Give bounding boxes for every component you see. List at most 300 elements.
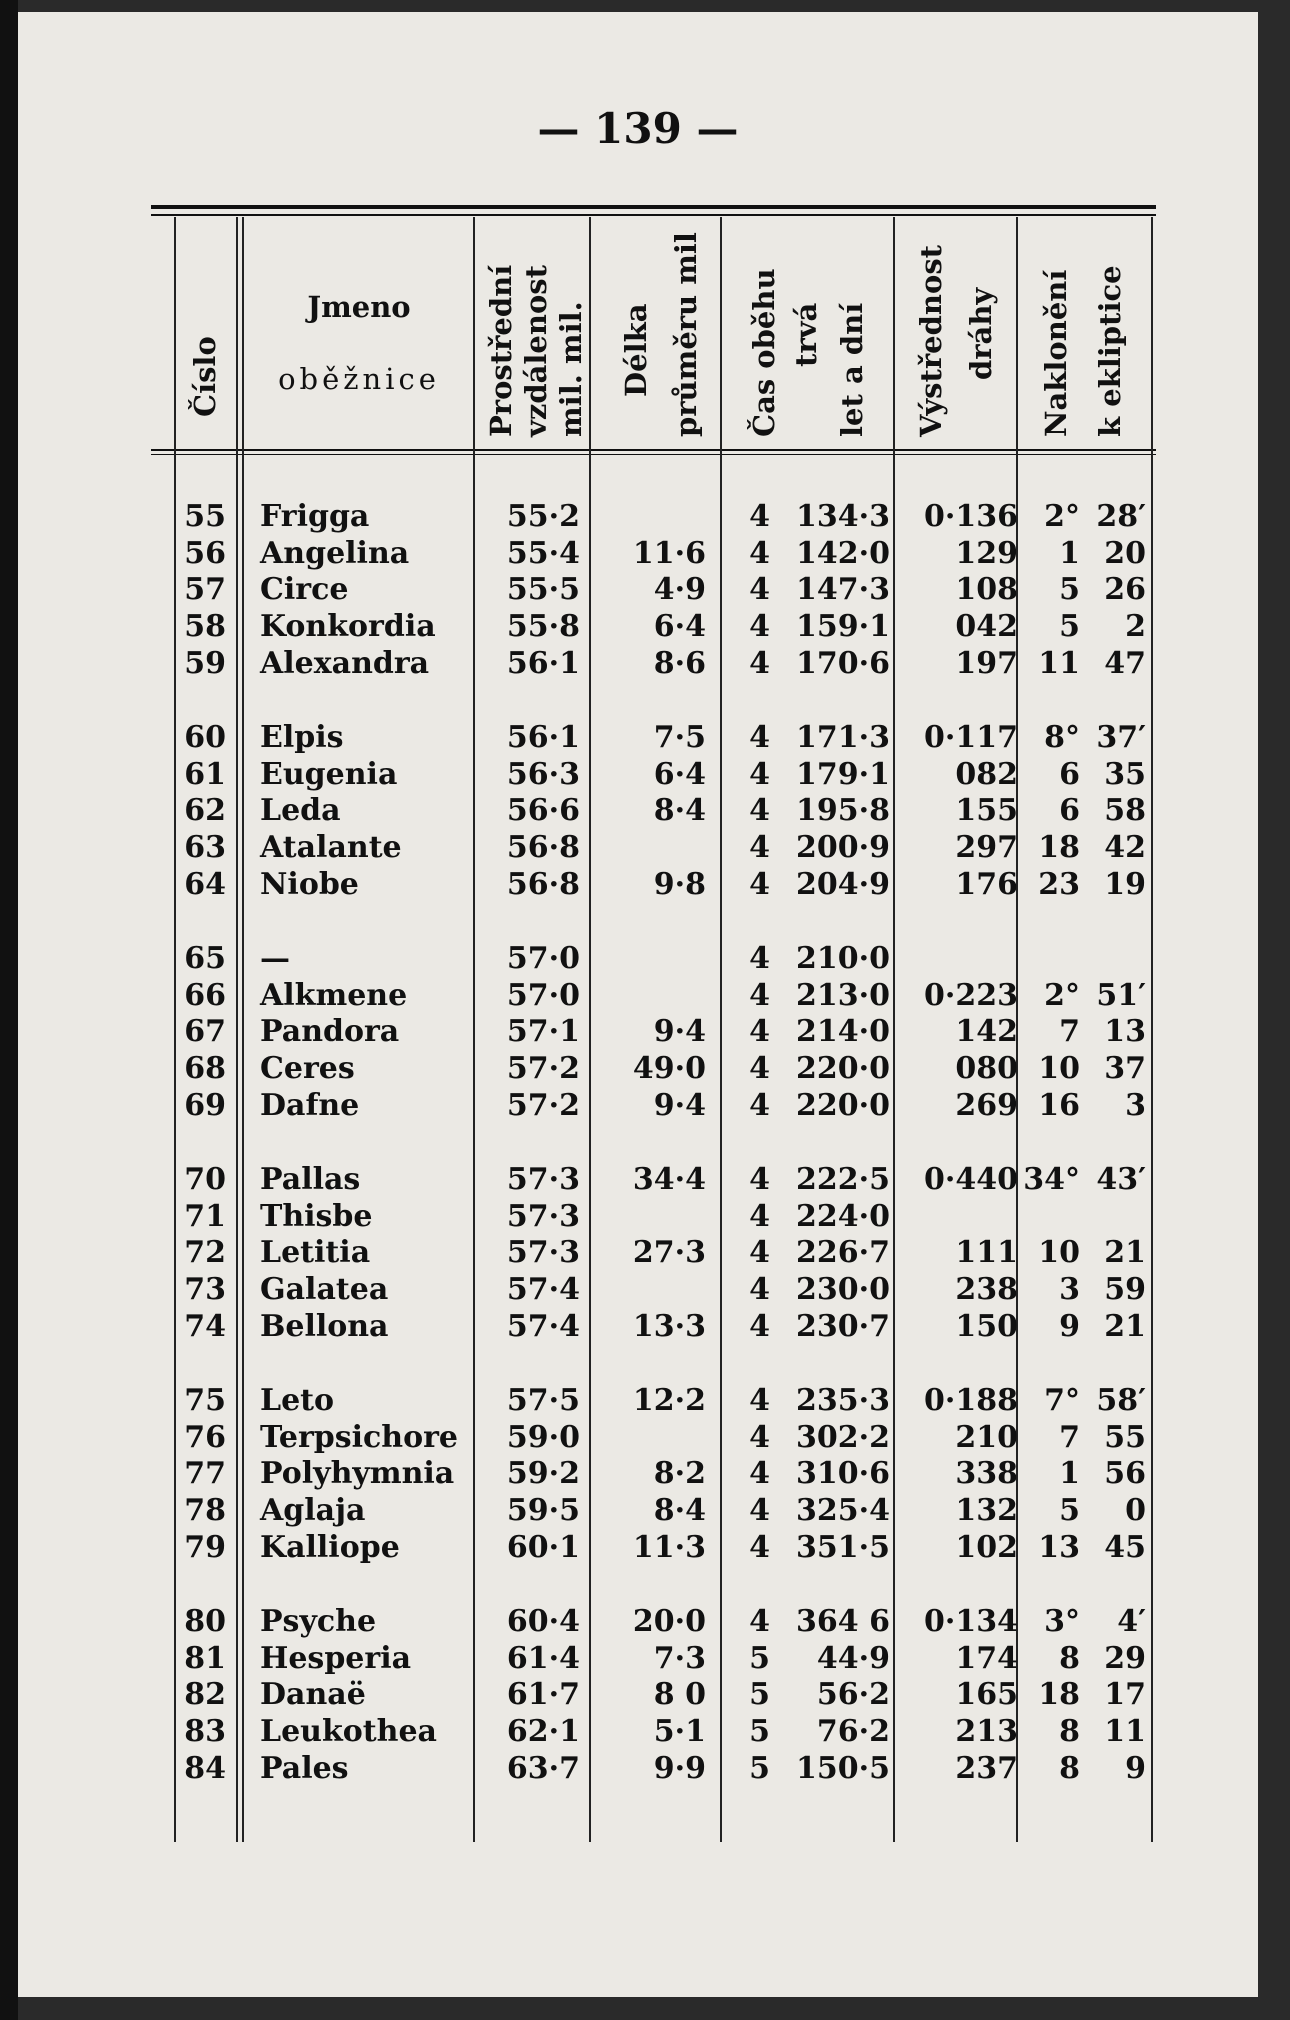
eccentricity: 176 bbox=[955, 866, 1018, 902]
diameter: 9·4 bbox=[653, 1014, 706, 1050]
mean-distance: 61·4 bbox=[506, 1640, 580, 1676]
eccentricity: 210 bbox=[955, 1419, 1018, 1455]
period-days: 142·0 bbox=[796, 535, 890, 571]
period-years: 4 bbox=[749, 609, 770, 645]
period-years: 5 bbox=[749, 1640, 770, 1676]
period-years: 4 bbox=[749, 941, 770, 976]
header-eccentricity-line1: Výstřednost bbox=[914, 244, 948, 437]
planet-name: Pallas bbox=[260, 1162, 361, 1197]
table-row bbox=[18, 1308, 1258, 1345]
mean-distance: 56·1 bbox=[506, 720, 580, 755]
mean-distance: 60·4 bbox=[506, 1604, 580, 1639]
row-number: 80 bbox=[184, 1604, 226, 1639]
mean-distance: 59·2 bbox=[506, 1456, 580, 1492]
period-days: 235·3 bbox=[796, 1383, 890, 1418]
inclination-degrees: 10 bbox=[1038, 1051, 1080, 1087]
inclination-degrees: 8 bbox=[1059, 1640, 1080, 1676]
diameter: 8·2 bbox=[653, 1456, 706, 1492]
planet-name: Atalante bbox=[260, 830, 402, 866]
eccentricity: 165 bbox=[955, 1677, 1018, 1713]
diameter: 8·4 bbox=[653, 793, 706, 829]
period-years: 4 bbox=[749, 1198, 770, 1234]
eccentricity: 0·223 bbox=[924, 977, 1018, 1013]
period-days: 224·0 bbox=[796, 1198, 890, 1234]
diameter: 20·0 bbox=[632, 1604, 706, 1639]
table-row bbox=[18, 1161, 1258, 1198]
planet-name: Eugenia bbox=[260, 756, 398, 792]
inclination-degrees: 3° bbox=[1044, 1604, 1080, 1639]
table-row bbox=[18, 940, 1258, 977]
diameter: 4·9 bbox=[653, 572, 706, 608]
inclination-degrees: 7 bbox=[1059, 1419, 1080, 1455]
diameter: 9·8 bbox=[653, 866, 706, 902]
planet-name: Pales bbox=[260, 1750, 349, 1786]
top-rule-thin bbox=[151, 214, 1156, 216]
period-years: 4 bbox=[749, 1604, 770, 1639]
header-rule bbox=[151, 449, 1156, 451]
inclination-degrees: 10 bbox=[1038, 1235, 1080, 1271]
mean-distance: 55·2 bbox=[506, 499, 580, 534]
row-number: 60 bbox=[184, 720, 226, 755]
inclination-minutes: 0 bbox=[1125, 1493, 1146, 1529]
period-days: 195·8 bbox=[796, 793, 890, 829]
period-days: 213·0 bbox=[796, 977, 890, 1013]
period-years: 4 bbox=[749, 1272, 770, 1308]
planet-name: Niobe bbox=[260, 866, 359, 902]
header-period-line2: trvá bbox=[789, 302, 823, 367]
inclination-minutes: 28′ bbox=[1096, 499, 1146, 534]
inclination-minutes: 45 bbox=[1104, 1529, 1146, 1565]
period-years: 4 bbox=[749, 1419, 770, 1455]
diameter: 8·4 bbox=[653, 1493, 706, 1529]
inclination-minutes: 21 bbox=[1104, 1235, 1146, 1271]
inclination-degrees: 6 bbox=[1059, 756, 1080, 792]
mean-distance: 55·5 bbox=[506, 572, 580, 608]
header-rule-thin bbox=[151, 454, 1156, 455]
header-name-line1: Jmeno bbox=[307, 290, 411, 324]
header-distance-line1: Prostřední bbox=[484, 264, 518, 437]
diameter: 6·4 bbox=[653, 756, 706, 792]
table-row bbox=[18, 792, 1258, 829]
eccentricity: 338 bbox=[955, 1456, 1018, 1492]
period-years: 4 bbox=[749, 535, 770, 571]
period-days: 150·5 bbox=[796, 1750, 890, 1786]
eccentricity: 150 bbox=[955, 1308, 1018, 1344]
period-years: 5 bbox=[749, 1714, 770, 1750]
inclination-degrees: 5 bbox=[1059, 609, 1080, 645]
inclination-degrees: 1 bbox=[1059, 1456, 1080, 1492]
inclination-minutes: 42 bbox=[1104, 830, 1146, 866]
table-row bbox=[18, 1455, 1258, 1492]
planet-name: Leto bbox=[260, 1383, 335, 1418]
row-number: 59 bbox=[184, 645, 226, 681]
planet-name: Leda bbox=[260, 793, 341, 829]
diameter: 49·0 bbox=[632, 1051, 706, 1087]
mean-distance: 55·8 bbox=[506, 609, 580, 645]
mean-distance: 57·4 bbox=[506, 1308, 580, 1344]
mean-distance: 57·4 bbox=[506, 1272, 580, 1308]
mean-distance: 57·1 bbox=[506, 1014, 580, 1050]
diameter: 27·3 bbox=[632, 1235, 706, 1271]
eccentricity: 108 bbox=[955, 572, 1018, 608]
period-years: 4 bbox=[749, 645, 770, 681]
period-years: 4 bbox=[749, 1529, 770, 1565]
period-years: 4 bbox=[749, 1308, 770, 1344]
period-years: 4 bbox=[749, 720, 770, 755]
planet-name: Dafne bbox=[260, 1087, 360, 1123]
eccentricity: 0·134 bbox=[924, 1604, 1018, 1639]
header-distance-line2: vzdálenost bbox=[519, 264, 553, 437]
table-row bbox=[18, 719, 1258, 756]
mean-distance: 57·3 bbox=[506, 1162, 580, 1197]
diameter: 12·2 bbox=[632, 1383, 706, 1418]
period-days: 220·0 bbox=[796, 1051, 890, 1087]
period-days: 44·9 bbox=[816, 1640, 890, 1676]
eccentricity: 102 bbox=[955, 1529, 1018, 1565]
diameter: 13·3 bbox=[632, 1308, 706, 1344]
period-years: 4 bbox=[749, 1087, 770, 1123]
eccentricity: 142 bbox=[955, 1014, 1018, 1050]
inclination-minutes: 19 bbox=[1104, 866, 1146, 902]
diameter: 8·6 bbox=[653, 645, 706, 681]
row-number: 81 bbox=[184, 1640, 226, 1676]
mean-distance: 57·3 bbox=[506, 1198, 580, 1234]
eccentricity: 0·440 bbox=[924, 1162, 1018, 1197]
inclination-degrees: 2° bbox=[1044, 499, 1080, 534]
table-row bbox=[18, 756, 1258, 793]
table-row bbox=[18, 498, 1258, 535]
inclination-degrees: 18 bbox=[1038, 830, 1080, 866]
header-name-line2: oběžnice bbox=[278, 362, 440, 396]
inclination-degrees: 34° bbox=[1023, 1162, 1080, 1197]
table-row bbox=[18, 1492, 1258, 1529]
period-days: 310·6 bbox=[796, 1456, 890, 1492]
period-years: 4 bbox=[749, 572, 770, 608]
table-row bbox=[18, 977, 1258, 1014]
mean-distance: 56·6 bbox=[506, 793, 580, 829]
period-years: 4 bbox=[749, 1162, 770, 1197]
inclination-minutes: 21 bbox=[1104, 1308, 1146, 1344]
mean-distance: 56·8 bbox=[506, 866, 580, 902]
mean-distance: 57·2 bbox=[506, 1087, 580, 1123]
period-days: 302·2 bbox=[796, 1419, 890, 1455]
inclination-minutes: 2 bbox=[1125, 609, 1146, 645]
inclination-minutes: 3 bbox=[1125, 1087, 1146, 1123]
inclination-minutes: 56 bbox=[1104, 1456, 1146, 1492]
eccentricity: 0·188 bbox=[924, 1383, 1018, 1418]
row-number: 70 bbox=[184, 1162, 226, 1197]
period-days: 76·2 bbox=[816, 1714, 890, 1750]
table-row bbox=[18, 1529, 1258, 1566]
eccentricity: 237 bbox=[955, 1750, 1018, 1786]
period-years: 4 bbox=[749, 977, 770, 1013]
row-number: 84 bbox=[184, 1750, 226, 1786]
period-days: 222·5 bbox=[796, 1162, 890, 1197]
planet-name: Angelina bbox=[260, 535, 410, 571]
period-days: 204·9 bbox=[796, 866, 890, 902]
planet-name: Letitia bbox=[260, 1235, 371, 1271]
inclination-minutes: 11 bbox=[1104, 1714, 1146, 1750]
mean-distance: 59·5 bbox=[506, 1493, 580, 1529]
table-row bbox=[18, 1382, 1258, 1419]
planet-name: Psyche bbox=[260, 1604, 377, 1639]
inclination-degrees: 5 bbox=[1059, 1493, 1080, 1529]
top-rule bbox=[151, 205, 1156, 209]
period-years: 4 bbox=[749, 756, 770, 792]
period-days: 364 6 bbox=[796, 1604, 890, 1639]
table-row bbox=[18, 645, 1258, 682]
mean-distance: 57·0 bbox=[506, 977, 580, 1013]
period-days: 210·0 bbox=[796, 941, 890, 976]
row-number: 82 bbox=[184, 1677, 226, 1713]
row-number: 73 bbox=[184, 1272, 226, 1308]
inclination-degrees: 8° bbox=[1044, 720, 1080, 755]
row-number: 68 bbox=[184, 1051, 226, 1087]
table-row bbox=[18, 1234, 1258, 1271]
planet-name: Polyhymnia bbox=[260, 1456, 455, 1492]
period-years: 4 bbox=[749, 793, 770, 829]
period-years: 4 bbox=[749, 1235, 770, 1271]
period-years: 5 bbox=[749, 1750, 770, 1786]
planet-name: Alexandra bbox=[260, 645, 430, 681]
period-days: 171·3 bbox=[796, 720, 890, 755]
eccentricity: 082 bbox=[955, 756, 1018, 792]
table-row bbox=[18, 1087, 1258, 1124]
row-number: 79 bbox=[184, 1529, 226, 1565]
inclination-minutes: 37′ bbox=[1096, 720, 1146, 755]
inclination-degrees: 18 bbox=[1038, 1677, 1080, 1713]
planet-name: Alkmene bbox=[260, 977, 408, 1013]
header-length-line2: průměru mil bbox=[669, 232, 703, 437]
inclination-degrees: 9 bbox=[1059, 1308, 1080, 1344]
mean-distance: 56·1 bbox=[506, 645, 580, 681]
planet-name: Konkordia bbox=[260, 609, 436, 645]
planet-name: Bellona bbox=[260, 1308, 389, 1344]
planet-name: Galatea bbox=[260, 1272, 389, 1308]
inclination-minutes: 59 bbox=[1104, 1272, 1146, 1308]
diameter: 9·9 bbox=[653, 1750, 706, 1786]
table-row bbox=[18, 1603, 1258, 1640]
table-row bbox=[18, 608, 1258, 645]
inclination-degrees: 5 bbox=[1059, 572, 1080, 608]
inclination-minutes: 29 bbox=[1104, 1640, 1146, 1676]
period-days: 226·7 bbox=[796, 1235, 890, 1271]
mean-distance: 57·3 bbox=[506, 1235, 580, 1271]
inclination-degrees: 8 bbox=[1059, 1750, 1080, 1786]
planet-name: Elpis bbox=[260, 720, 344, 755]
eccentricity: 111 bbox=[955, 1235, 1018, 1271]
eccentricity: 0·117 bbox=[924, 720, 1018, 755]
diameter: 34·4 bbox=[632, 1162, 706, 1197]
row-number: 58 bbox=[184, 609, 226, 645]
table-row bbox=[18, 1050, 1258, 1087]
mean-distance: 56·3 bbox=[506, 756, 580, 792]
inclination-minutes: 51′ bbox=[1096, 977, 1146, 1013]
row-number: 75 bbox=[184, 1383, 226, 1418]
period-years: 4 bbox=[749, 1493, 770, 1529]
inclination-degrees: 1 bbox=[1059, 535, 1080, 571]
mean-distance: 62·1 bbox=[506, 1714, 580, 1750]
table-row bbox=[18, 1419, 1258, 1456]
period-days: 220·0 bbox=[796, 1087, 890, 1123]
eccentricity: 132 bbox=[955, 1493, 1018, 1529]
planet-name: Frigga bbox=[260, 499, 370, 534]
row-number: 76 bbox=[184, 1419, 226, 1455]
inclination-minutes: 55 bbox=[1104, 1419, 1146, 1455]
eccentricity: 129 bbox=[955, 535, 1018, 571]
inclination-minutes: 26 bbox=[1104, 572, 1146, 608]
table-row bbox=[18, 1013, 1258, 1050]
inclination-minutes: 58′ bbox=[1096, 1383, 1146, 1418]
eccentricity: 080 bbox=[955, 1051, 1018, 1087]
inclination-degrees: 7° bbox=[1044, 1383, 1080, 1418]
row-number: 57 bbox=[184, 572, 226, 608]
inclination-degrees: 23 bbox=[1038, 866, 1080, 902]
header-period-line3: let a dní bbox=[835, 302, 869, 437]
planet-name: Ceres bbox=[260, 1051, 355, 1087]
planet-name: Kalliope bbox=[260, 1529, 400, 1565]
row-number: 56 bbox=[184, 535, 226, 571]
diameter: 11·3 bbox=[632, 1529, 706, 1565]
period-days: 147·3 bbox=[796, 572, 890, 608]
table-row bbox=[18, 1750, 1258, 1787]
mean-distance: 57·5 bbox=[506, 1383, 580, 1418]
inclination-degrees: 7 bbox=[1059, 1014, 1080, 1050]
row-number: 55 bbox=[184, 499, 226, 534]
header-number: Číslo bbox=[188, 336, 222, 417]
eccentricity: 213 bbox=[955, 1714, 1018, 1750]
table-row bbox=[18, 1640, 1258, 1677]
mean-distance: 63·7 bbox=[506, 1750, 580, 1786]
table-row bbox=[18, 535, 1258, 572]
header-inclination-line1: Naklonění bbox=[1039, 269, 1073, 437]
period-years: 4 bbox=[749, 499, 770, 534]
period-years: 4 bbox=[749, 830, 770, 866]
eccentricity: 297 bbox=[955, 830, 1018, 866]
diameter: 8 0 bbox=[653, 1677, 706, 1713]
inclination-minutes: 4′ bbox=[1117, 1604, 1146, 1639]
inclination-minutes: 37 bbox=[1104, 1051, 1146, 1087]
header-length-line1: Délka bbox=[619, 303, 653, 397]
period-days: 214·0 bbox=[796, 1014, 890, 1050]
row-number: 66 bbox=[184, 977, 226, 1013]
period-years: 4 bbox=[749, 1014, 770, 1050]
book-spine-edge bbox=[0, 0, 18, 2020]
eccentricity: 238 bbox=[955, 1272, 1018, 1308]
diameter: 5·1 bbox=[653, 1714, 706, 1750]
row-number: 61 bbox=[184, 756, 226, 792]
planet-name: Leukothea bbox=[260, 1714, 437, 1750]
period-years: 4 bbox=[749, 866, 770, 902]
row-number: 72 bbox=[184, 1235, 226, 1271]
diameter: 7·5 bbox=[653, 720, 706, 755]
period-years: 4 bbox=[749, 1051, 770, 1087]
period-days: 134·3 bbox=[796, 499, 890, 534]
mean-distance: 61·7 bbox=[506, 1677, 580, 1713]
period-days: 230·0 bbox=[796, 1272, 890, 1308]
mean-distance: 59·0 bbox=[506, 1419, 580, 1455]
inclination-minutes: 35 bbox=[1104, 756, 1146, 792]
planet-name: Danaë bbox=[260, 1677, 366, 1713]
book-page bbox=[18, 12, 1258, 1997]
inclination-minutes: 17 bbox=[1104, 1677, 1146, 1713]
inclination-degrees: 11 bbox=[1038, 645, 1080, 681]
period-days: 179·1 bbox=[796, 756, 890, 792]
diameter: 6·4 bbox=[653, 609, 706, 645]
table-row bbox=[18, 1198, 1258, 1235]
table-row bbox=[18, 571, 1258, 608]
planet-name: Hesperia bbox=[260, 1640, 412, 1676]
row-number: 62 bbox=[184, 793, 226, 829]
inclination-degrees: 8 bbox=[1059, 1714, 1080, 1750]
header-inclination-line2: k ekliptice bbox=[1093, 265, 1127, 437]
planet-name: Terpsichore bbox=[260, 1419, 459, 1455]
eccentricity: 155 bbox=[955, 793, 1018, 829]
period-years: 5 bbox=[749, 1677, 770, 1713]
header-period-line1: Čas oběhu bbox=[747, 268, 781, 437]
period-days: 230·7 bbox=[796, 1308, 890, 1344]
row-number: 64 bbox=[184, 866, 226, 902]
inclination-degrees: 16 bbox=[1038, 1087, 1080, 1123]
inclination-minutes: 43′ bbox=[1096, 1162, 1146, 1197]
diameter: 7·3 bbox=[653, 1640, 706, 1676]
mean-distance: 60·1 bbox=[506, 1529, 580, 1565]
inclination-minutes: 20 bbox=[1104, 535, 1146, 571]
mean-distance: 55·4 bbox=[506, 535, 580, 571]
diameter: 9·4 bbox=[653, 1087, 706, 1123]
row-number: 83 bbox=[184, 1714, 226, 1750]
inclination-minutes: 13 bbox=[1104, 1014, 1146, 1050]
period-years: 4 bbox=[749, 1383, 770, 1418]
row-number: 65 bbox=[184, 941, 226, 976]
table-row bbox=[18, 1676, 1258, 1713]
planet-name: Aglaja bbox=[260, 1493, 366, 1529]
table-row bbox=[18, 1271, 1258, 1308]
table-row bbox=[18, 866, 1258, 903]
period-days: 170·6 bbox=[796, 645, 890, 681]
mean-distance: 57·2 bbox=[506, 1051, 580, 1087]
eccentricity: 269 bbox=[955, 1087, 1018, 1123]
period-days: 159·1 bbox=[796, 609, 890, 645]
inclination-minutes: 58 bbox=[1104, 793, 1146, 829]
header-distance-line3: mil. mil. bbox=[554, 301, 588, 437]
page-number: — 139 — bbox=[537, 104, 739, 153]
period-days: 200·9 bbox=[796, 830, 890, 866]
inclination-degrees: 3 bbox=[1059, 1272, 1080, 1308]
planet-name: Pandora bbox=[260, 1014, 400, 1050]
inclination-degrees: 6 bbox=[1059, 793, 1080, 829]
eccentricity: 174 bbox=[955, 1640, 1018, 1676]
planet-name: — bbox=[260, 941, 290, 976]
mean-distance: 57·0 bbox=[506, 941, 580, 976]
period-days: 325·4 bbox=[796, 1493, 890, 1529]
mean-distance: 56·8 bbox=[506, 830, 580, 866]
period-days: 351·5 bbox=[796, 1529, 890, 1565]
diameter: 11·6 bbox=[632, 535, 706, 571]
header-eccentricity-line2: dráhy bbox=[964, 287, 998, 380]
eccentricity: 197 bbox=[955, 645, 1018, 681]
row-number: 69 bbox=[184, 1087, 226, 1123]
period-days: 56·2 bbox=[816, 1677, 890, 1713]
planet-name: Circe bbox=[260, 572, 349, 608]
row-number: 63 bbox=[184, 830, 226, 866]
row-number: 74 bbox=[184, 1308, 226, 1344]
eccentricity: 0·136 bbox=[924, 499, 1018, 534]
table-row bbox=[18, 1713, 1258, 1750]
inclination-degrees: 2° bbox=[1044, 977, 1080, 1013]
inclination-minutes: 47 bbox=[1104, 645, 1146, 681]
row-number: 67 bbox=[184, 1014, 226, 1050]
